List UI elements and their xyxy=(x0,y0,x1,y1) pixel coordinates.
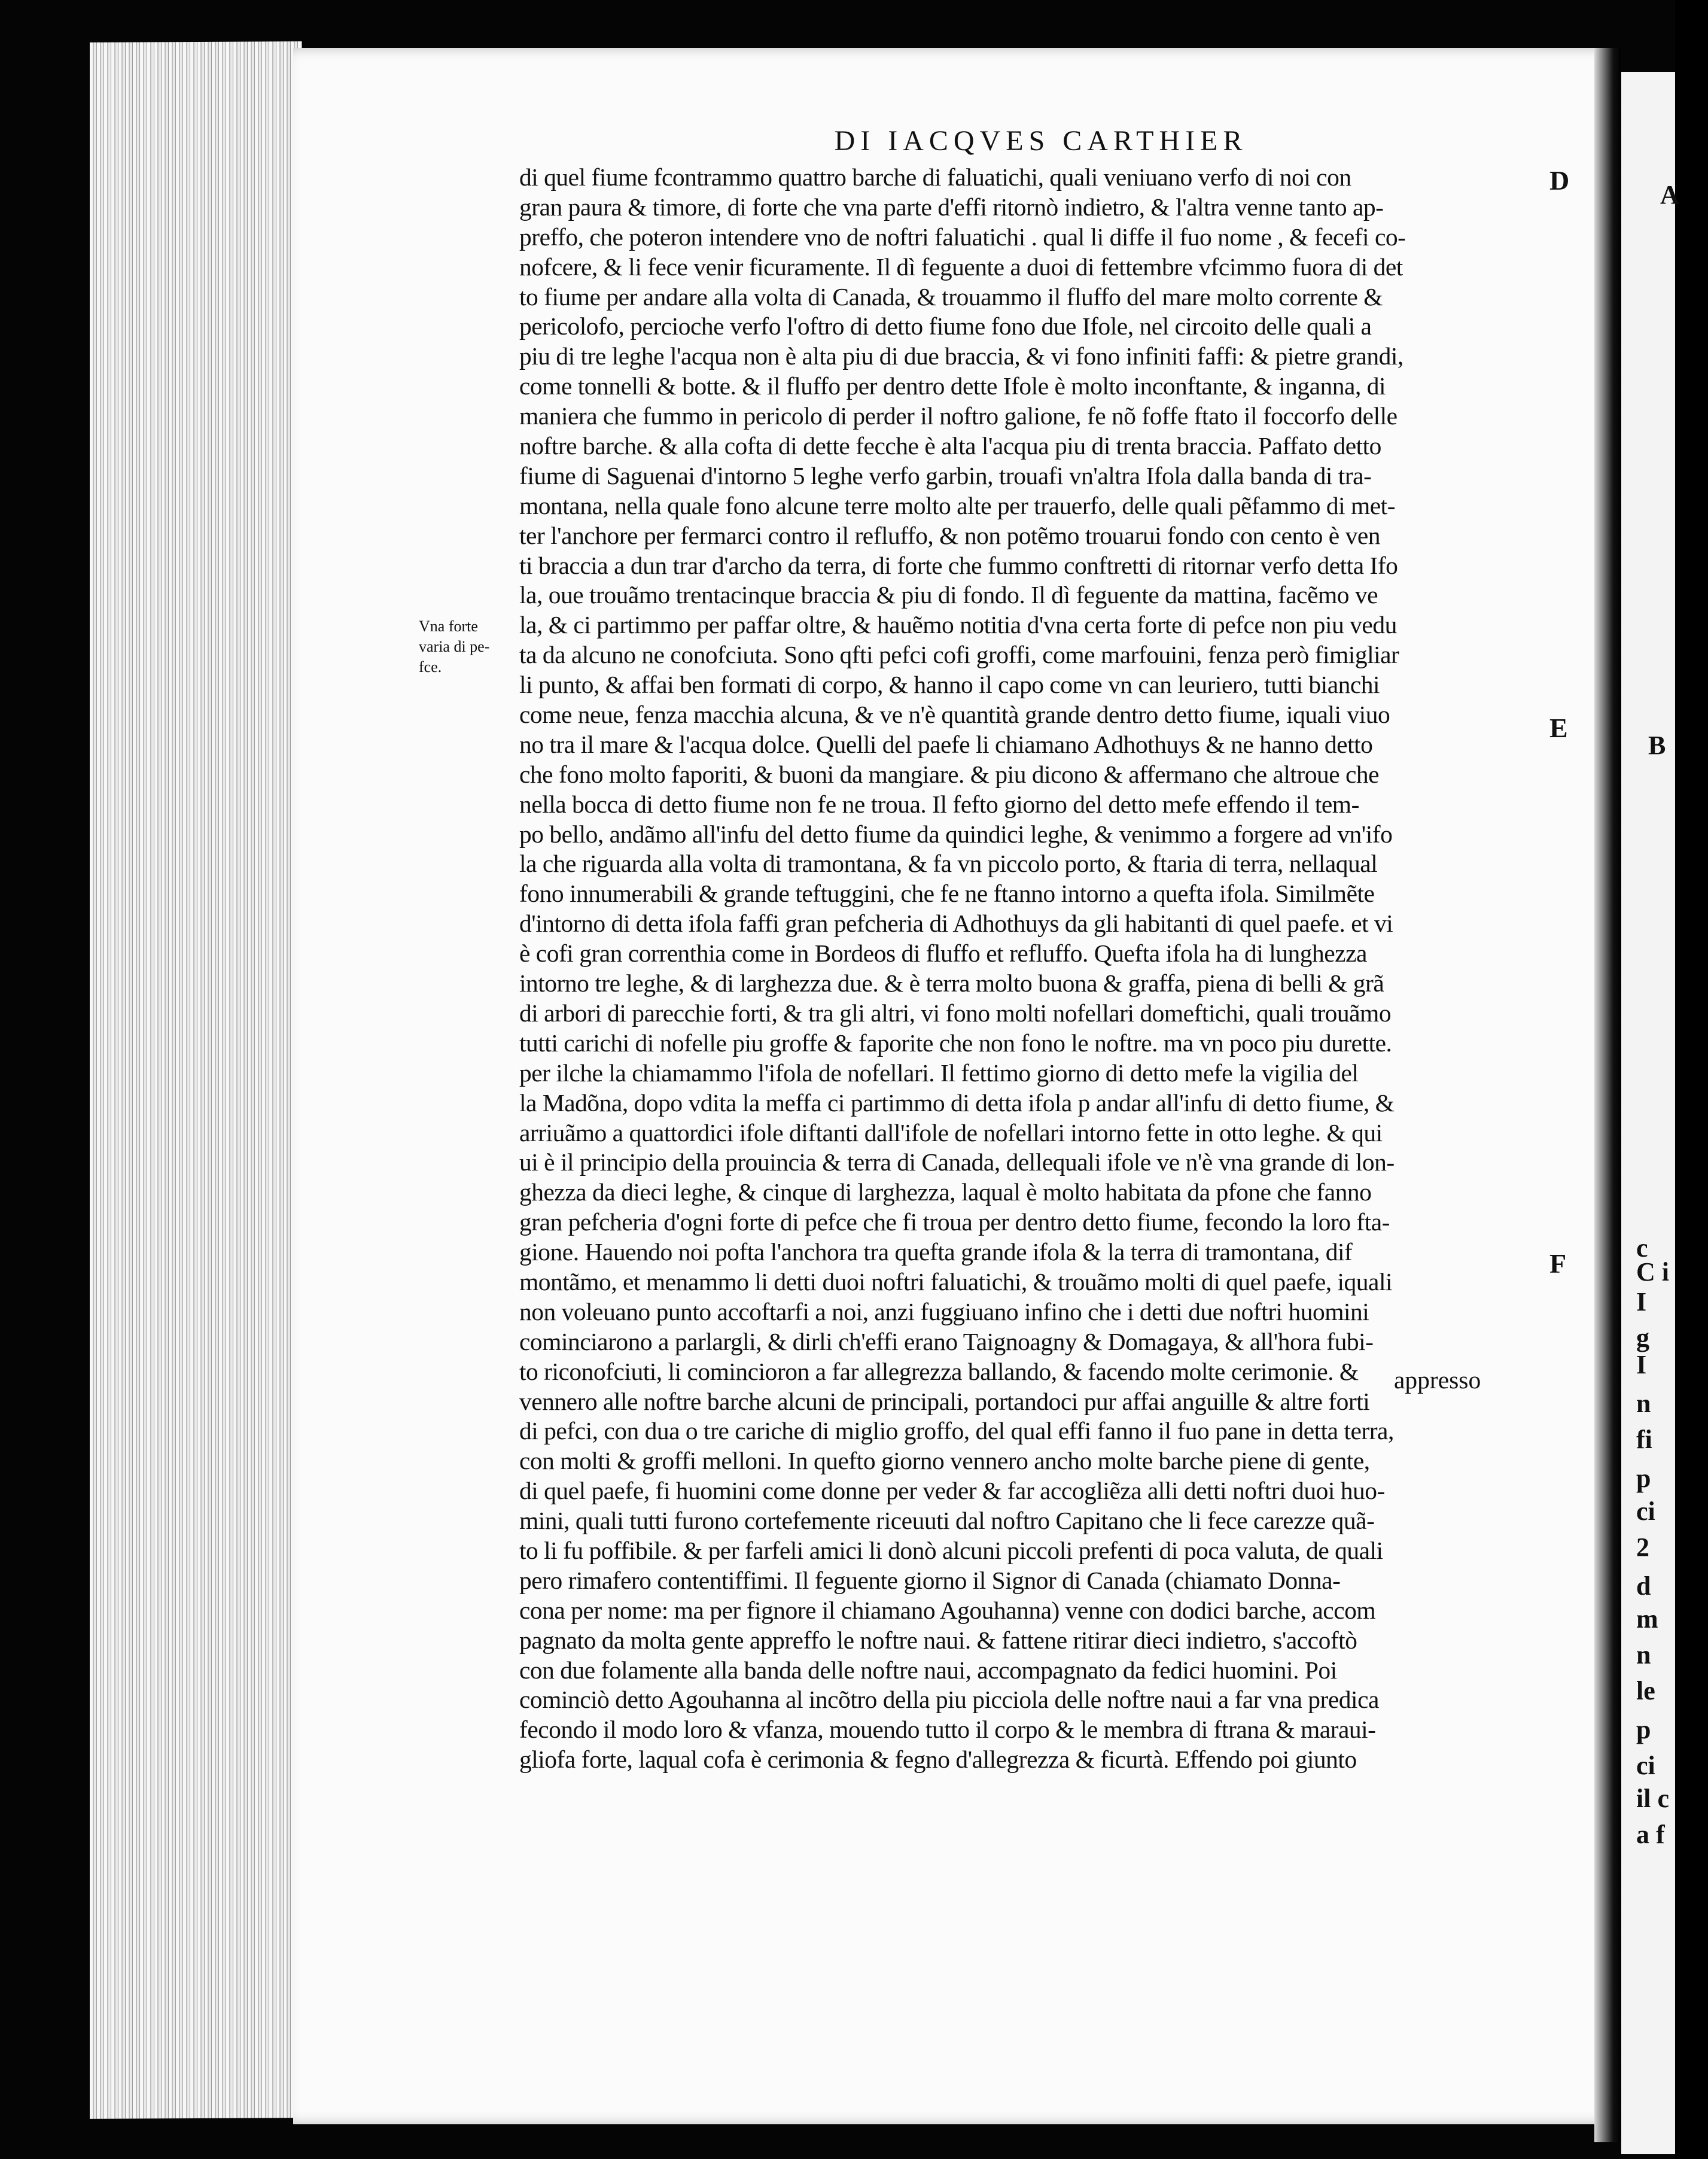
facing-page-fragment: I xyxy=(1636,1350,1647,1379)
text-line: intorno tre leghe, & di larghezza due. & è terra molto buona & graffa, piena di belli & grã xyxy=(519,969,1384,998)
text-line: è cofi gran correnthia come in Bordeos di fluffo et refluffo. Quefta ifola ha di lunghezza xyxy=(519,939,1367,968)
book-gutter xyxy=(1594,48,1621,2142)
text-line: gran paura & timore, di forte che vna parte d'effi ritornò indietro, & l'altra venne tanto ap- xyxy=(519,193,1384,221)
facing-page-fragment: g xyxy=(1636,1323,1649,1352)
text-line: di quel fiume fcontrammo quattro barche di faluatichi, quali veniuano verfo di noi con xyxy=(519,163,1351,191)
text-line: gran pefcheria d'ogni forte di pefce che fi troua per dentro detto fiume, fecondo la loro fta- xyxy=(519,1208,1390,1236)
side-note-line: Vna forte xyxy=(419,618,478,635)
facing-page-fragment: fi xyxy=(1636,1425,1652,1454)
facing-page-fragment: A xyxy=(1660,180,1679,209)
margin-letter-f: F xyxy=(1549,1248,1567,1279)
facing-page-fragment: n xyxy=(1636,1389,1651,1418)
text-line: vennero alle noftre barche alcuni de principali, portandoci pur affai anguille & altre forti xyxy=(519,1387,1370,1415)
text-line: noftre barche. & alla cofta di dette fecche è alta l'acqua piu di trenta braccia. Paffato detto xyxy=(519,432,1381,460)
text-line: pero rimafero contentiffimi. Il feguente giorno il Signor di Canada (chiamato Donna- xyxy=(519,1566,1341,1594)
text-line: nofcere, & li fece venir ficuramente. Il dì feguente a duoi di fettembre vfcimmo fuora di det xyxy=(519,253,1403,281)
side-note xyxy=(419,616,509,677)
catchword: appresso xyxy=(1394,1366,1481,1394)
text-line: nella bocca di detto fiume non fe ne troua. Il fefto giorno del detto mefe effendo il tem- xyxy=(519,790,1359,818)
text-line: ti braccia a dun trar d'archo da terra, di forte che fummo conftretti di ritornar verfo detta Ifo xyxy=(519,551,1398,579)
text-line: di quel paefe, fi huomini come donne per veder & far accogliẽza alli detti noftri duoi huo- xyxy=(519,1477,1385,1505)
facing-page-fragment: m xyxy=(1636,1604,1658,1634)
text-line: cominciarono a parlargli, & dirli ch'effi erano Taignoagny & Domagaya, & all'hora fubi- xyxy=(519,1327,1374,1355)
text-line: to li fu poffibile. & per farfeli amici li donò alcuni piccoli prefenti di poca valuta, de quali xyxy=(519,1536,1383,1564)
text-line: con due folamente alla banda delle noftre naui, accompagnato da fedici huomini. Poi xyxy=(519,1656,1337,1684)
text-line: mini, quali tutti furono cortefemente riceuuti dal noftro Capitano che li fece carezze quã- xyxy=(519,1507,1375,1535)
text-line: la, & ci partimmo per paffar oltre, & hauẽmo notitia d'vna certa forte di pefce non piu vedu xyxy=(519,611,1397,639)
text-line: la Madõna, dopo vdita la meffa ci partimmo di detta ifola p andar all'infu di detto fiume, & xyxy=(519,1088,1395,1117)
text-line: pagnato da molta gente appreffo le noftre naui. & fattene ritirar dieci indietro, s'accoftò xyxy=(519,1626,1357,1654)
text-line: cominciò detto Agouhanna al incõtro della piu picciola delle noftre naui a far vna predica xyxy=(519,1686,1379,1714)
text-line: di pefci, con dua o tre cariche di miglio groffo, del qual effi fanno il fuo pane in detta terra, xyxy=(519,1417,1394,1445)
text-line: ui è il principio della prouincia & terra di Canada, dellequali ifole ve n'è vna grande di lon- xyxy=(519,1148,1395,1176)
text-line: to fiume per andare alla volta di Canada, & trouammo il fluffo del mare molto corrente & xyxy=(519,282,1383,311)
text-line: gione. Hauendo noi pofta l'anchora tra quefta grande ifola & la terra di tramontana, dif xyxy=(519,1238,1353,1266)
text-line: pericolofo, percioche verfo l'oftro di detto fiume fono due Ifole, nel circoito delle quali a xyxy=(519,312,1372,340)
facing-page-fragment: le xyxy=(1636,1676,1655,1705)
facing-page-fragment: p xyxy=(1636,1715,1651,1744)
text-line: per ilche la chiamammo l'ifola de nofellari. Il fettimo giorno di detto mefe la vigilia del xyxy=(519,1059,1359,1087)
text-line: montãmo, et menammo li detti duoi noftri faluatichi, & trouãmo molti di quel paefe, iquali xyxy=(519,1267,1393,1296)
facing-page-fragment: B xyxy=(1648,731,1666,760)
facing-page-fragment: c xyxy=(1636,1233,1648,1263)
text-line: arriuãmo a quattordici ifole diftanti dall'ifole de nofellari intorno fette in otto leghe. & qui xyxy=(519,1118,1383,1147)
text-line: ta da alcuno ne conofciuta. Sono qfti pefci cofi groffi, come marfouini, fenza però fimigliar xyxy=(519,641,1399,669)
margin-letter-e: E xyxy=(1549,713,1568,743)
text-line: piu di tre leghe l'acqua non è alta piu di due braccia, & vi fono infiniti faffi: & pietre grandi, xyxy=(519,342,1403,370)
text-line: no tra il mare & l'acqua dolce. Quelli del paefe li chiamano Adhothuys & ne hanno detto xyxy=(519,730,1373,758)
page-edges xyxy=(90,41,302,2119)
text-line: fiume di Saguenai d'intorno 5 leghe verfo garbin, trouafi vn'altra Ifola dalla banda di tra- xyxy=(519,461,1372,489)
facing-page-fragment: ci xyxy=(1636,1497,1655,1526)
text-line: po bello, andãmo all'infu del detto fiume da quindici leghe, & venimmo a forgere ad vn'ifo xyxy=(519,820,1393,848)
text-line: to riconofciuti, li comincioron a far allegrezza ballando, & facendo molte cerimonie. & xyxy=(519,1357,1359,1385)
facing-page-fragment: C i xyxy=(1636,1257,1669,1287)
text-line: fono innumerabili & grande teftuggini, che fe ne ftanno intorno a quefta ifola. Similmẽte xyxy=(519,880,1375,908)
text-line: ter l'anchore per fermarci contro il refluffo, & non potẽmo trouarui fondo con cento è ven xyxy=(519,521,1381,549)
side-note-line: varia di pe- xyxy=(419,638,490,655)
text-line: che fono molto faporiti, & buoni da mangiare. & piu dicono & affermano che altroue che xyxy=(519,760,1380,788)
facing-page-fragment: I xyxy=(1636,1287,1647,1316)
text-line: li punto, & affai ben formati di corpo, & hanno il capo come vn can leuriero, tutti bianchi xyxy=(519,671,1380,699)
side-note-line: fce. xyxy=(419,658,442,676)
text-line: la, oue trouãmo trentacinque braccia & piu di fondo. Il dì feguente da mattina, facẽmo ve xyxy=(519,581,1378,609)
facing-page-fragment: d xyxy=(1636,1571,1651,1601)
margin-letter-d: D xyxy=(1549,165,1570,196)
facing-page-fragment: p xyxy=(1636,1464,1651,1493)
text-line: montana, nella quale fono alcune terre molto alte per trauerfo, delle quali pẽfammo di met- xyxy=(519,491,1396,519)
text-line: tutti carichi di nofelle piu groffe & faporite che non fono le noftre. ma vn poco piu durette. xyxy=(519,1029,1392,1057)
facing-page-fragment: a f xyxy=(1636,1820,1665,1849)
text-line: come neue, fenza macchia alcuna, & ve n'è quantità grande dentro detto fiume, iquali viuo xyxy=(519,701,1390,729)
text-line: d'intorno di detta ifola faffi gran pefcheria di Adhothuys da gli habitanti di quel paefe. et vi xyxy=(519,910,1393,938)
text-line: fecondo il modo loro & vfanza, mouendo tutto il corpo & le membra di ftrana & maraui- xyxy=(519,1716,1376,1744)
text-line: maniera che fummo in pericolo di perder il noftro galione, fe nõ foffe ftato il foccorfo delle xyxy=(519,402,1398,430)
text-line: non voleuano punto accoftarfi a noi, anzi fuggiuano infino che i detti due noftri huomini xyxy=(519,1297,1369,1325)
body-text xyxy=(519,163,1542,1775)
text-line: cona per nome: ma per fignore il chiamano Agouhanna) venne con dodici barche, accom xyxy=(519,1596,1376,1624)
text-line: di arbori di parecchie forti, & tra gli altri, vi fono molti nofellari domeftichi, quali trouãmo xyxy=(519,999,1392,1027)
text-line: come tonnelli & botte. & il fluffo per dentro dette Ifole è molto inconftante, & inganna, di xyxy=(519,372,1386,400)
running-head: DI IACQVES CARTHIER xyxy=(834,125,1248,157)
facing-page-fragment: ci xyxy=(1636,1751,1655,1780)
text-line: gliofa forte, laqual cofa è cerimonia & fegno d'allegrezza & ficurtà. Effendo poi giunto xyxy=(519,1746,1357,1774)
text-line: con molti & groffi melloni. In quefto giorno vennero ancho molte barche piene di gente, xyxy=(519,1447,1370,1475)
facing-page-fragment: n xyxy=(1636,1640,1651,1670)
text-line: ghezza da dieci leghe, & cinque di larghezza, laqual è molto habitata da pfone che fanno xyxy=(519,1178,1372,1206)
facing-page-fragment: 2 xyxy=(1636,1532,1649,1562)
text-line: preffo, che poteron intendere vno de noftri faluatichi . qual li diffe il fuo nome , & fecefi co- xyxy=(519,223,1406,251)
text-line: la che riguarda alla volta di tramontana, & fa vn piccolo porto, & ftaria di terra, nellaqual xyxy=(519,850,1378,878)
facing-page-fragment: il c xyxy=(1636,1784,1669,1813)
